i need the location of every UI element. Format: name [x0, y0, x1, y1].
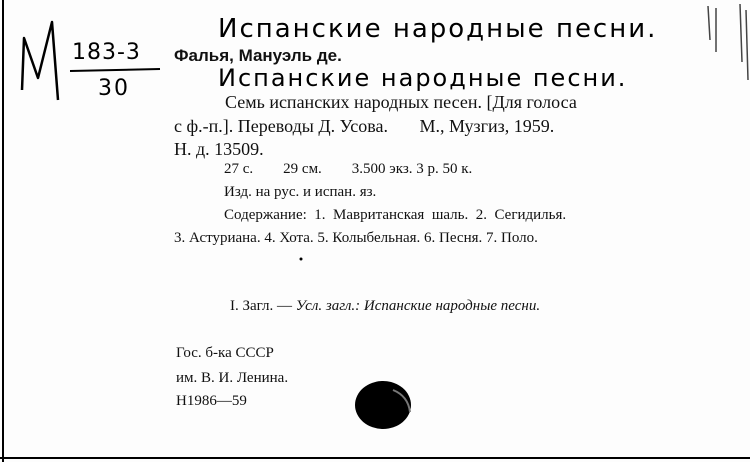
- handwritten-title-inline: Испанские народные песни.: [218, 64, 628, 92]
- handwritten-title-top: Испанские народные песни.: [218, 14, 658, 44]
- card-edge-mark: [708, 4, 748, 80]
- library-line-2: им. В. И. Ленина.: [176, 370, 289, 386]
- contents-line-2: 3. Астуриана. 4. Хота. 5. Колыбельная. 6. Песня. 7. Поло.: [174, 230, 538, 246]
- shelfmark-letter-glyph: [22, 22, 58, 100]
- description-line-2: с ф.-п.]. Переводы Д. Усова. М., Музгиз, 1959.: [174, 116, 555, 136]
- shelfmark-fraction-line: [70, 69, 160, 71]
- physical-description: 27 с. 29 см. 3.500 экз. 3 р. 50 к.: [224, 161, 473, 177]
- library-line-1: Гос. б-ка СССР: [176, 345, 274, 361]
- tracing-note: [230, 298, 540, 315]
- description-line-3: Н. д. 13509.: [174, 139, 264, 159]
- description-line-1: Семь испанских народных песен. [Для голоса: [225, 92, 577, 112]
- tracing-prefix: I. Загл. —: [230, 298, 296, 314]
- shelfmark-number-bottom: 30: [98, 76, 130, 101]
- author-heading: Фалья, Мануэль де.: [174, 46, 342, 65]
- contents-line-1: Содержание: 1. Мавританская шаль. 2. Сегидилья.: [224, 207, 567, 223]
- tracing-uniform-title: Усл. загл.: Испанские народные песни.: [295, 298, 541, 314]
- ink-dot: [300, 258, 303, 261]
- language-note: Изд. на рус. и испан. яз.: [224, 184, 377, 200]
- shelfmark-number-top: 183-3: [72, 40, 141, 65]
- library-line-3: Н1986—59: [176, 393, 247, 409]
- punch-hole: [355, 381, 411, 429]
